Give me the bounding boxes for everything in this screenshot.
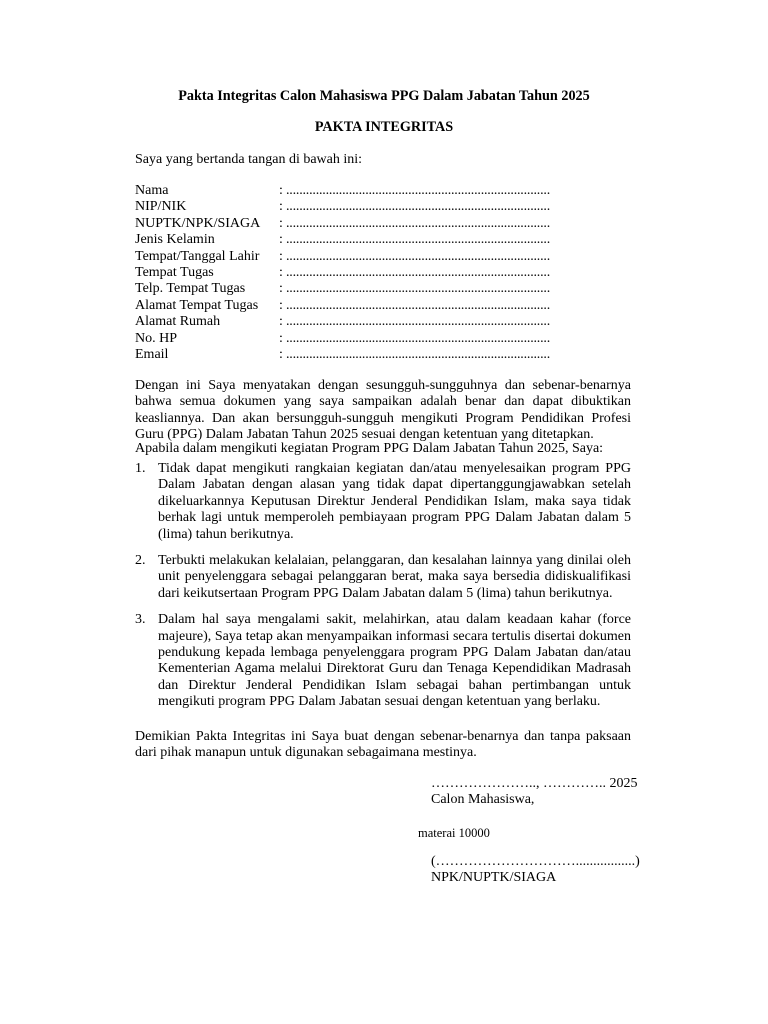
- field-blank: : ................................................................................: [279, 215, 550, 231]
- list-item: [135, 612, 631, 710]
- field-blank: : ................................................................................: [279, 330, 550, 346]
- field-row-alamat-rumah: [135, 314, 595, 330]
- field-row-nuptk: [135, 216, 595, 232]
- field-blank: : ................................................................................: [279, 346, 550, 362]
- field-label: NIP/NIK: [135, 199, 187, 215]
- intro-text: Saya yang bertanda tangan di bawah ini:: [135, 152, 363, 167]
- field-blank: : ................................................................................: [279, 297, 550, 313]
- field-row-tempat-tugas: [135, 265, 595, 281]
- field-row-nama: [135, 183, 595, 199]
- list-number: 1.: [135, 461, 146, 476]
- statement-paragraph: Dengan ini Saya menyatakan dengan sesungguh-sungguhnya dan sebenar-benarnya bahwa semua dokumen yang saya sampaikan adalah benar dan dapat dibuktikan keasliannya. Dan akan bersungguh-sungguh mengikuti Program Pendidikan Profesi Guru (PPG) Dalam Jabatan Tahun 2025 sesuai dengan ketentuan yang ditetapkan.: [135, 378, 631, 443]
- field-label: Alamat Tempat Tugas: [135, 297, 259, 313]
- list-item-text: Terbukti melakukan kelalaian, pelanggaran, dan kesalahan lainnya yang dinilai oleh unit penyelenggara sebagai pelanggaran berat, maka saya bersedia didiskualifikasi dari keikutsertaan Program PPG Dalam Jabatan dalam 5 (lima) tahun berikutnya.: [158, 553, 631, 601]
- field-row-email: [135, 347, 595, 363]
- field-label: No. HP: [135, 330, 178, 346]
- field-label: Telp. Tempat Tugas: [135, 281, 246, 297]
- field-label: Nama: [135, 183, 169, 198]
- field-blank: : ................................................................................: [279, 264, 550, 280]
- field-label: Jenis Kelamin: [135, 232, 215, 248]
- field-label: NUPTK/NPK/SIAGA: [135, 215, 261, 231]
- field-row-telp-tempat-tugas: [135, 281, 595, 297]
- field-blank: : ................................................................................: [279, 314, 550, 330]
- closing-paragraph: Demikian Pakta Integritas ini Saya buat dengan sebenar-benarnya dan tanpa paksaan dari pihak manapun untuk digunakan sebagaimana mestinya.: [135, 729, 631, 761]
- signature-role: Calon Mahasiswa,: [431, 792, 535, 807]
- document-title: Pakta Integritas Calon Mahasiswa PPG Dalam Jabatan Tahun 2025: [178, 88, 590, 104]
- field-blank: : ................................................................................: [279, 183, 550, 198]
- condition-intro: Apabila dalam mengikuti kegiatan Program PPG Dalam Jabatan Tahun 2025, Saya:: [135, 441, 604, 456]
- signature-date-line: ………………….., ………….. 2025: [431, 776, 638, 791]
- stamp-duty-note: materai 10000: [418, 826, 490, 840]
- signature-name-line: (………………………….................): [431, 854, 640, 869]
- list-item: [135, 553, 631, 602]
- field-label: Tempat/Tanggal Lahir: [135, 248, 260, 264]
- list-number: 2.: [135, 553, 146, 569]
- field-label: Tempat Tugas: [135, 264, 214, 280]
- identity-fields: [135, 183, 595, 363]
- field-row-nip: [135, 199, 595, 215]
- list-item-text: Tidak dapat mengikuti rangkaian kegiatan dan/atau menyelesaikan program PPG Dalam Jabatan dengan alasan yang tidak dapat dipertanggungjawabkan setelah dikeluarkannya Keputusan Direktur Jenderal Pendidikan Islam, maka saya tidak berhak lagi untuk memperoleh pembiayaan program PPG Dalam Jabatan dalam 5 (lima) tahun berikutnya.: [158, 461, 631, 542]
- field-blank: : ................................................................................: [279, 199, 550, 215]
- signature-id-label: NPK/NUPTK/SIAGA: [431, 870, 557, 885]
- field-row-alamat-tempat-tugas: [135, 298, 595, 314]
- field-label: Email: [135, 346, 169, 362]
- field-label: Alamat Rumah: [135, 314, 221, 330]
- field-blank: : ................................................................................: [279, 232, 550, 248]
- field-blank: : ................................................................................: [279, 248, 550, 264]
- conditions-list: [135, 461, 631, 711]
- list-item: [135, 461, 631, 543]
- document-heading: PAKTA INTEGRITAS: [314, 119, 454, 135]
- field-blank: : ................................................................................: [279, 281, 550, 297]
- field-row-jenis-kelamin: [135, 232, 595, 248]
- field-row-ttl: [135, 249, 595, 265]
- field-row-no-hp: [135, 331, 595, 347]
- list-number: 3.: [135, 612, 146, 628]
- list-item-text: Dalam hal saya mengalami sakit, melahirkan, atau dalam keadaan kahar (force majeure), Saya tetap akan menyampaikan informasi secara tertulis disertai dokumen pendukung kepada lembaga penyelenggara program PPG Dalam Jabatan dan/atau Kementerian Agama melalui Direktorat Guru dan Tenaga Kependidikan Madrasah dan Direktur Jenderal Pendidikan Islam sebagai bahan pertimbangan untuk mengikuti program PPG Dalam Jabatan sesuai dengan ketentuan yang berlaku.: [158, 612, 631, 710]
